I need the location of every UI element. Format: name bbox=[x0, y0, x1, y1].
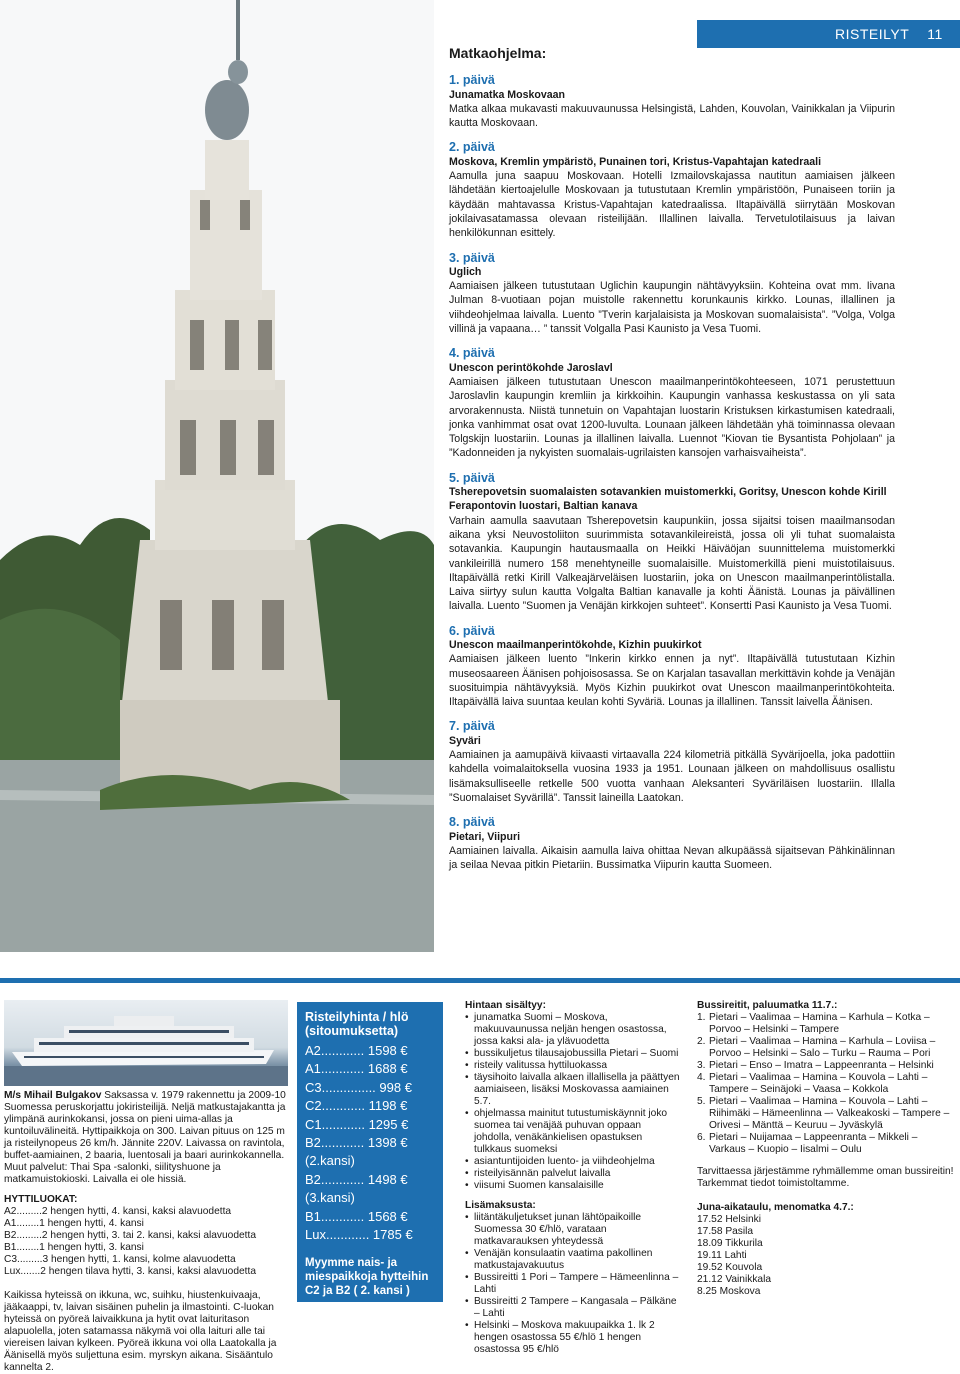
cabin-classes-title: HYTTILUOKAT: bbox=[4, 1194, 78, 1205]
train-stop: 17.58 Pasila bbox=[697, 1226, 754, 1237]
train-stop: 19.52 Kouvola bbox=[697, 1262, 763, 1273]
bell-tower-photo bbox=[0, 0, 434, 952]
day-number: 7. päivä bbox=[449, 719, 495, 734]
day-number: 6. päivä bbox=[449, 623, 495, 638]
price-row: B2............ 1398 € bbox=[305, 1135, 408, 1151]
price-row: B1............ 1568 € bbox=[305, 1208, 408, 1224]
price-row: (3.kansi) bbox=[305, 1190, 355, 1206]
train-stop: 18.09 Tikkurila bbox=[697, 1238, 763, 1249]
day-number: 4. päivä bbox=[449, 346, 495, 361]
includes-column bbox=[465, 1000, 680, 1356]
day-title: Unescon maailmanperintökohde, Kizhin puukirkot bbox=[449, 638, 702, 651]
list-item: • junamatka Suomi – Moskova, makuuvaunussa neljän hengen osastossa, jossa kaksi ala- ja ylävuodetta bbox=[465, 1012, 680, 1048]
train-stop: 21.12 Vainikkala bbox=[697, 1274, 772, 1285]
list-item: • Bussireitti 2 Tampere – Kangasala – Pälkäne – Lahti bbox=[465, 1296, 680, 1320]
day-text: Aamiaisen jälkeen tutustutaan Unescon maailmanperintökohteeseen, 1071 perustettuun Jaroslavlin kaupungin kremliin ja kirkkoihin. Kaupungin vanhassa keskustassa on yli sata arvorakennusta. Niistä tunnetuin on Vapahtajan luostarin Kristuksen kirkastumisen katedraali, jonka vanhimmat osat ovat 1200-luvulta. Lounaan jälkeen lähdetään yhä toiminnassa olevaan Tolgskijn luostariin. Lounas ja illallinen laivalla. Luennot ”Kiovan tie Bysantista Pohjolaan” ja ”Kadonneiden ja nykyisten suomalais-ugrilaisten kansojen varhaisvaiheista”. bbox=[449, 375, 895, 460]
day-number: 2. päivä bbox=[449, 140, 495, 155]
cabin-class: B1........1 hengen hytti, 3. kansi bbox=[4, 1242, 144, 1253]
page-number: 11 bbox=[927, 26, 943, 42]
list-item: • liitäntäkuljetukset junan lähtöpaikoille Suomessa 30 €/hlö, varataan matkavarauksen yhteydessä bbox=[465, 1212, 680, 1248]
day-title: Uglich bbox=[449, 265, 482, 278]
includes-list bbox=[465, 1012, 680, 1192]
price-row: C3............... 998 € bbox=[305, 1079, 412, 1095]
bus-routes-title: Bussireitit, paluumatka 11.7.: bbox=[697, 1000, 838, 1011]
bus-route bbox=[697, 1132, 955, 1156]
price-list bbox=[305, 1042, 435, 1244]
route-number: 4. bbox=[697, 1072, 706, 1083]
bus-route bbox=[697, 1060, 955, 1072]
extras-title: Lisämaksusta: bbox=[465, 1200, 536, 1211]
price-row: C1............ 1295 € bbox=[305, 1116, 409, 1132]
route-text: Pietari – Vaalimaa – Hamina – Kouvola – Lahti – Riihimäki – Hämeenlinna –- Valkeakoski – Tampere – Orivesi – Mänttä – Keuruu – Jyväskylä bbox=[709, 1096, 950, 1131]
cabin-class: C3.........3 hengen hytti, 1. kansi, kolme alavuodetta bbox=[4, 1254, 236, 1265]
price-row: A2............ 1598 € bbox=[305, 1043, 408, 1058]
day-text: Aamiaisen jälkeen luento ”Inkerin kirkko ennen ja nyt”. Iltapäivällä tutustutaan Kizhin museosaareen Äänisen pohjoisosassa. Se on Karjalan tasavallan merkittävin kohde ja Venäjän suosituimpia nähtävyyksiä. Myös Kizhin puukirkot ovat Unescon maailmanperintökohteita. Iltapäivällä laiva suuntaa keulan kohti Syväriä. Lounas ja illallinen. Tanssit laivella Äänisen. bbox=[449, 653, 895, 709]
bus-column bbox=[697, 1000, 955, 1298]
day-title: Syväri bbox=[449, 734, 481, 747]
list-item: • Helsinki – Moskova makuupaikka 1. lk 2 hengen osastossa 55 €/hlö 1 hengen osastossa 95 €/hlö bbox=[465, 1320, 680, 1356]
day-text: Varhain aamulla saavutaan Tsherepovetsin kaupunkiin, jossa sijaitsi toisen maailmansodan aikana yksi Neuvostoliiton suurimmista sotavankileireistä, jossa oli yli tuhat suomalaista sotavankia. Kaupungin hautausmaalla on Heikki Häiväöjan suunnittelema muistomerkki vankileirillä numero 158 menehtyneille suomalaisille. Muistomerkillä pieni muistotilaisuus. Iltapäivällä retki Kirill Valkeajärveläisen luostariin, joka on Unescon maailmanperintölistalla. Laiva siirtyy sulun kautta Volgalta Baltian kanavalle ja kohti Äänistä. Lounas ja päivällinen laivalla. Luento ”Suomen ja Venäjän kirkkojen suhteet”. Konsertti Pasi Kaunisto ja Vesa Tuomi. bbox=[449, 514, 895, 613]
itinerary-title: Matkaohjelma: bbox=[449, 45, 547, 61]
extras-list bbox=[465, 1212, 680, 1356]
list-item: • Venäjän konsulaatin vaatima pakollinen matkustajavakuutus bbox=[465, 1248, 680, 1272]
day-text: Aamulla juna saapuu Moskovaan. Hotelli Izmailovskajassa nautitun aamiaisen jälkeen lähdetään kiertoajelulle Moskovaan ja tutustutaan Kremlin ympäristöön, Punaiseen toriin ja käydään mahtavassa Kristus-Vapahtajan katedraalissa. Iltapäivällä siirrytään Moskovan jokilaivasatamassa olevaan risteilijään. Illallinen laivalla. Tervetulotilaisuus ja laivan henkilökunnan esittely. bbox=[449, 170, 895, 240]
ship-description: Saksassa v. 1979 rakennettu ja 2009-10 Suomessa peruskorjattu jokiristeilijä. Neljä matkustajakantta ja ylimpänä aurinkokansi, jossa on pieni uima-allas ja kuntoiluvälineitä. Hyttipaikkoja on 300. Laivan pituus on 125 m ja risteilynopeus 26 km/h. Jännite 220V. Laivassa on ravintola, buffet-aamiainen, 2 baaria, luentosali ja baari aurinkokannella. Muut palvelut: Thai Spa -salonki, siilityshuone ja matkamuistokioski. Laivalla ei ole hissiä. bbox=[4, 1090, 286, 1185]
route-text: Pietari – Vaalimaa – Hamina – Kouvola – Lahti – Tampere – Seinäjoki – Vaasa – Kokkola bbox=[709, 1072, 928, 1095]
day-text: Aamiainen laivalla. Aikaisin aamulla laiva ohittaa Nevan alkupäässä sijaitsevan Pähkinälinnan ja seilaa Nevaa pitkin Pietariin. Bussimatka Viipurin kautta Suomeen. bbox=[449, 844, 895, 872]
cabin-class: B2.........2 hengen hytti, 3. tai 2. kansi, kaksi alavuodetta bbox=[4, 1230, 257, 1241]
route-text: Pietari – Nuijamaa – Lappeenranta – Mikkeli – Varkaus – Kuopio – Iisalmi – Oulu bbox=[709, 1132, 918, 1155]
bus-note: Tarvittaessa järjestämme ryhmällemme oman bussireitin! Tarkemmat tiedot toimistoltamme. bbox=[697, 1166, 954, 1189]
list-item: • risteily valitussa hyttiluokassa bbox=[465, 1060, 680, 1072]
day-number: 5. päivä bbox=[449, 470, 495, 485]
list-item: • risteilyisännän palvelut laivalla bbox=[465, 1168, 680, 1180]
day-text: Aamiainen ja aamupäivä kiivaasti virtaavalla 224 kilometriä pitkällä Syvärijoella, joka padottiin kahdella voimalaitoksella vuosina 1933 ja 1951. Lounaan jälkeen on mahdollisuus osallistu lisämaksulliseelle retkelle 500 vuotta vanhaan Aleksanteri Syväriläisen luostariin. Illalla ”Suomalaiset Syvärillä”. Tanssit laineilla Laatokan. bbox=[449, 749, 895, 804]
day-8 bbox=[449, 815, 895, 872]
day-3 bbox=[449, 251, 895, 337]
section-header bbox=[697, 20, 960, 48]
day-title: Pietari, Viipuri bbox=[449, 830, 521, 843]
ship-photo bbox=[4, 1000, 288, 1086]
ship-info bbox=[4, 1090, 290, 1374]
price-row: C2............ 1198 € bbox=[305, 1098, 408, 1114]
train-stop: 19.11 Lahti bbox=[697, 1250, 747, 1261]
day-title: Tsherepovetsin suomalaisten sotavankien muistomerkki, Goritsy, Unescon kohde Kirill Ferapontovin luostari, Baltian kanava bbox=[449, 486, 887, 513]
ship-intro bbox=[4, 1090, 290, 1186]
list-item: • Bussireitti 1 Pori – Tampere – Hämeenlinna – Lahti bbox=[465, 1272, 680, 1296]
day-2 bbox=[449, 140, 895, 240]
cabin-class: A2.........2 hengen hytti, 4. kansi, kaksi alavuodetta bbox=[4, 1206, 232, 1217]
list-item: • asiantuntijoiden luento- ja viihdeohjelma bbox=[465, 1156, 680, 1168]
bus-route bbox=[697, 1072, 955, 1096]
list-item: • täysihoito laivalla alkaen illallisella ja päättyen aamiaiseen, lisäksi Moskovassa aamiainen 5.7. bbox=[465, 1072, 680, 1108]
itinerary bbox=[449, 46, 895, 882]
route-number: 3. bbox=[697, 1060, 706, 1071]
route-number: 6. bbox=[697, 1132, 706, 1143]
route-text: Pietari – Enso – Imatra – Lappeenranta – Helsinki bbox=[709, 1060, 934, 1071]
day-7 bbox=[449, 719, 895, 805]
includes-title: Hintaan sisältyy: bbox=[465, 1000, 546, 1011]
list-item: • ohjelmassa mainitut tutustumiskäynnit joko suomea tai venäjää puhuvan oppaan johdolla, venäkänkielisen opastuksen tulkkaus suomeksi bbox=[465, 1108, 680, 1156]
day-title: Unescon perintökohde Jaroslavl bbox=[449, 361, 613, 374]
bus-route bbox=[697, 1096, 955, 1132]
route-number: 5. bbox=[697, 1096, 706, 1107]
day-number: 1. päivä bbox=[449, 73, 495, 88]
bus-route bbox=[697, 1036, 955, 1060]
day-title: Junamatka Moskovaan bbox=[449, 88, 565, 101]
section-title: RISTEILYT bbox=[835, 26, 910, 42]
day-5 bbox=[449, 471, 895, 614]
day-1 bbox=[449, 73, 895, 130]
cabin-class: Lux.......2 hengen tilava hytti, 3. kansi, kaksi alavuodetta bbox=[4, 1266, 257, 1277]
ship-name: M/s Mihail Bulgakov bbox=[4, 1090, 102, 1101]
price-box bbox=[297, 1002, 443, 1302]
day-6 bbox=[449, 624, 895, 710]
day-text: Matka alkaa mukavasti makuuvaunussa Helsingistä, Lahden, Kouvolan, Vainikkalan ja Viipurin kautta Moskovaan. bbox=[449, 102, 895, 130]
divider-bar bbox=[0, 978, 960, 983]
cabin-footnote: Kaikissa hyteissä on ikkuna, wc, suihku, hiustenkuivaaja, jääkaappi, tv, laivan sisäinen puhelin ja ilmastointi. C-luokan hyteissä on pyöreä laivaikkuna ja hytit ovat laituritason alapuolella, joten satamassa näkymä voi olla laituri alle tai viereisen laivan kylkeen. Pyöreä ikkuna voi olla Laatokalla ja Äänisellä myös suljettuna esim. myrskyn aikana. Sisääntulo kannelta 2. bbox=[4, 1290, 277, 1373]
route-number: 1. bbox=[697, 1012, 706, 1023]
day-title: Moskova, Kremlin ympäristö, Punainen tori, Kristus-Vapahtajan katedraali bbox=[449, 155, 822, 168]
day-number: 8. päivä bbox=[449, 815, 495, 830]
day-4 bbox=[449, 346, 895, 460]
route-number: 2. bbox=[697, 1036, 706, 1047]
train-stop: 17.52 Helsinki bbox=[697, 1214, 761, 1225]
day-text: Aamiaisen jälkeen tutustutaan Uglichin kaupungin nähtävyyksiin. Kohteina ovat mm. Iivana Julman 8-vuotiaan pojan muistolle rakennettu korunkaunis kirkko. Lounas, illallinen ja viihdeohjelmaa laivalla. Luento ”Tverin karjalaisista ja Moskovan suomalaisista”. ”Volga, Volga villinä ja vapaana… ” tanssit Volgalla Pasi Kaunisto ja Vesa Tuomi. bbox=[449, 280, 895, 336]
day-number: 3. päivä bbox=[449, 250, 495, 265]
cabin-class: A1........1 hengen hytti, 4. kansi bbox=[4, 1218, 144, 1229]
route-text: Pietari – Vaalimaa – Hamina – Karhula – Kotka – Porvoo – Helsinki – Tampere bbox=[709, 1012, 930, 1035]
price-row: B2............ 1498 € bbox=[305, 1171, 408, 1187]
bus-route bbox=[697, 1012, 955, 1036]
price-note: Myymme nais- ja miespaikkoja hytteihin C2 ja B2 ( 2. kansi ) bbox=[305, 1257, 429, 1298]
train-stop: 8.25 Moskova bbox=[697, 1286, 761, 1297]
train-schedule-title: Juna-aikataulu, menomatka 4.7.: bbox=[697, 1202, 854, 1213]
price-row: A1............ 1688 € bbox=[305, 1061, 408, 1077]
price-row: (2.kansi) bbox=[305, 1153, 355, 1169]
list-item: • viisumi Suomen kansalaisille bbox=[465, 1180, 680, 1192]
price-row: Lux............ 1785 € bbox=[305, 1227, 413, 1243]
price-title: Risteilyhinta / hlö (sitoumuksetta) bbox=[305, 1010, 409, 1038]
list-item: • bussikuljetus tilausajobussilla Pietari – Suomi bbox=[465, 1048, 680, 1060]
route-text: Pietari – Vaalimaa – Hamina – Karhula – Loviisa – Porvoo – Helsinki – Salo – Turku – Rauma – Pori bbox=[709, 1036, 936, 1059]
